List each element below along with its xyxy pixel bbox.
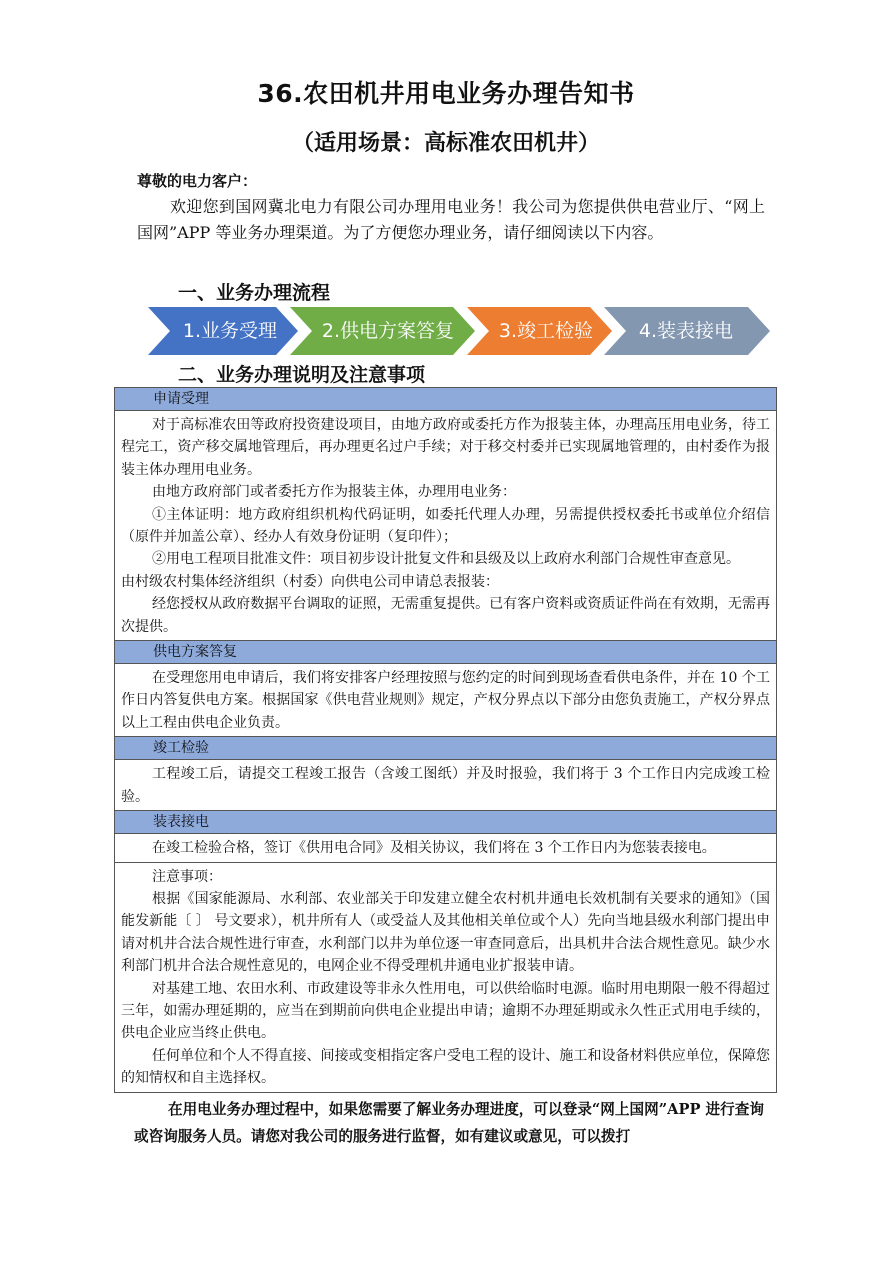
accept-paragraph: 经您授权从政府数据平台调取的证照，无需重复提供。已有客户资料或资质证件尚在有效期，无需再次提供。 xyxy=(121,596,770,635)
page-subtitle: （适用场景：高标准农田机井） xyxy=(291,131,600,156)
notes-paragraph: 任何单位和个人不得直接、间接或变相指定客户受电工程的设计、施工和设备材料供应单位，保障您的知情权和自主选择权。 xyxy=(121,1047,770,1087)
plan-paragraph: 在受理您用电申请后，我们将安排客户经理按照与您约定的时间到现场查看供电条件，并在 10 个工作日内答复供电方案。根据国家《供电营业规则》规定，产权分界点以下部分由您负责施工，产权分界点以上工程由供电企业负责。 xyxy=(121,670,770,731)
inspect-body xyxy=(115,760,776,811)
accept-heading: 申请受理 xyxy=(115,388,776,411)
install-body xyxy=(115,834,776,862)
footer-note: 在用电业务办理过程中，如果您需要了解业务办理进度，可以登录“网上国网”APP 进行查询或咨询服务人员。请您对我公司的服务进行监督，如有建议或意见，可以拨打 xyxy=(134,1101,764,1145)
flow-step-3-label: 3.竣工检验 xyxy=(498,320,594,342)
flow-step-2-label: 2.供电方案答复 xyxy=(321,320,455,342)
flow-step-4-label: 4.装表接电 xyxy=(638,320,734,342)
intro-paragraph: 欢迎您到国网冀北电力有限公司办理用电业务！我公司为您提供供电营业厅、“网上国网”APP 等业务办理渠道。为了方便您办理业务，请仔细阅读以下内容。 xyxy=(137,197,765,242)
inspect-heading: 竣工检验 xyxy=(115,737,776,760)
accept-paragraph: ②用电工程项目批准文件：项目初步设计批复文件和县级及以上政府水利部门合规性审查意见。 xyxy=(152,551,740,568)
notice-table xyxy=(114,387,777,1093)
install-paragraph: 在竣工检验合格，签订《供用电合同》及相关协议，我们将在 3 个工作日内为您装表接电。 xyxy=(152,840,716,857)
plan-heading: 供电方案答复 xyxy=(115,641,776,664)
salutation: 尊敬的电力客户： xyxy=(137,172,258,190)
accept-paragraph: 由村级农村集体经济组织（村委）向供电公司申请总表报装： xyxy=(121,573,499,590)
install-heading: 装表接电 xyxy=(115,811,776,834)
accept-paragraph: 对于高标准农田等政府投资建设项目，由地方政府或委托方作为报装主体，办理高压用电业务，待工程完工，资产移交属地管理后，再办理更名过户手续；对于移交村委并已实现属地管理的，由村委作为报装主体办理用电业务。 xyxy=(121,417,770,478)
section-1-heading: 一、业务办理流程 xyxy=(178,282,331,304)
accept-paragraph: ①主体证明：地方政府组织机构代码证明，如委托代理人办理，另需提供授权委托书或单位介绍信（原件并加盖公章）、经办人有效身份证明（复印件）； xyxy=(121,506,770,546)
page-title: 36.农田机井用电业务办理告知书 xyxy=(257,79,635,108)
notes-paragraph: 根据《国家能源局、水利部、农业部关于印发建立健全农村机井通电长效机制有关要求的通知》（国能发新能〔 〕 号文要求），机井所有人（或受益人及其他相关单位或个人）先向当地县级水利部门提出申请对机井合法合规性进行审查，水利部门以井为单位逐一审查同意后，出具机井合法合规性意见。缺少水利部门机井合法合规性意见的，电网企业不得受理机井通电业扩报装申请。 xyxy=(121,890,770,975)
accept-body xyxy=(115,411,776,641)
section-2-heading: 二、业务办理说明及注意事项 xyxy=(178,364,426,386)
process-flow xyxy=(148,307,770,355)
notes-paragraph: 对基建工地、农田水利、市政建设等非永久性用电，可以供给临时电源。临时用电期限一般不得超过三年，如需办理延期的，应当在到期前向供电企业提出申请；逾期不办理延期或永久性正式用电手续的，供电企业应当终止供电。 xyxy=(121,980,770,1042)
plan-body xyxy=(115,664,776,737)
notes-heading: 注意事项： xyxy=(152,868,222,885)
inspect-paragraph: 工程竣工后，请提交工程竣工报告（含竣工图纸）并及时报验，我们将于 3 个工作日内完成竣工检验。 xyxy=(121,766,770,805)
accept-paragraph: 由地方政府部门或者委托方作为报装主体，办理用电业务： xyxy=(152,484,516,501)
flow-step-1-label: 1.业务受理 xyxy=(182,320,278,342)
notes-body xyxy=(115,863,776,1092)
